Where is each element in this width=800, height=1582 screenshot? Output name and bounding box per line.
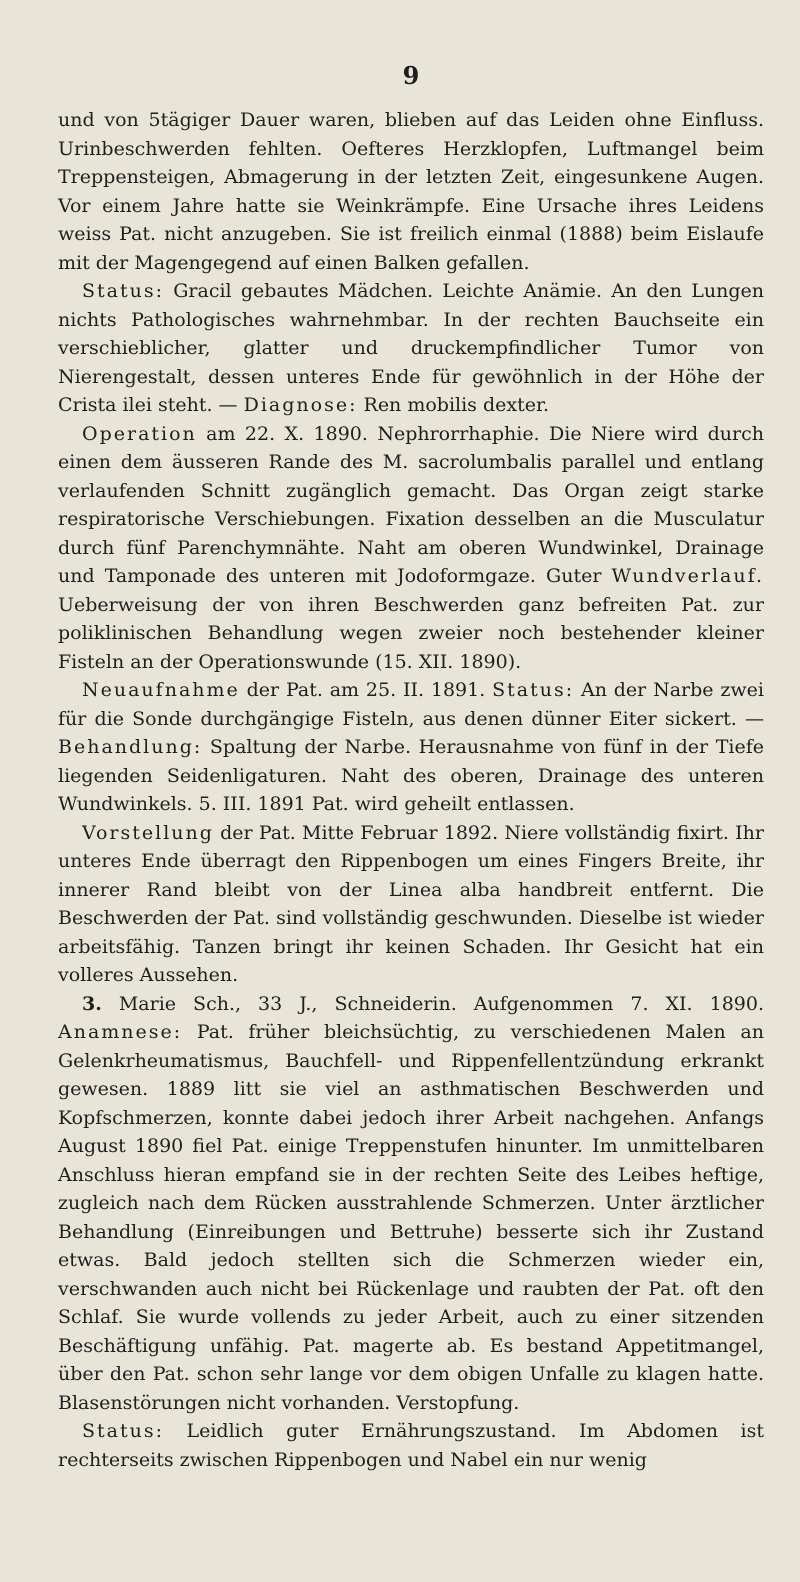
- section-heading-status: Status:: [82, 1420, 165, 1442]
- paragraph-neuaufnahme: [58, 676, 764, 819]
- text-run: Pat. früher bleichsüchtig, zu verschiedenen Malen an Gelenkrheumatismus, Bauchfell- und Rippenfellentzündung erkrankt gewesen. 1889 litt sie viel an asthmatischen Beschwerden und Kopfschmerzen, konnte dabei jedoch ihrer Arbeit nachgehen. Anfangs August 1890 fiel Pat. einige Treppenstufen hinunter. Im unmittelbaren Anschluss hieran empfand sie in der rechten Seite des Leibes heftige, zugleich nach dem Rücken ausstrahlende Schmerzen. Unter ärztlicher Behandlung (Einreibungen und Bettruhe) besserte sich ihr Zustand etwas. Bald jedoch stellten sich die Schmerzen wieder ein, verschwanden auch nicht bei Rückenlage und raubten der Pat. oft den Schlaf. Sie wurde vollends zu jeder Arbeit, auch zu einer sitzenden Beschäftigung unfähig. Pat. magerte ab. Es bestand Appetitmangel, über den Pat. schon sehr lange vor dem obigen Unfalle zu klagen hatte. Blasenstörungen nicht vorhanden. Verstopfung.: [58, 1021, 764, 1414]
- text-run: Marie Sch., 33 J., Schneiderin. Aufgenommen 7. XI. 1890.: [101, 992, 764, 1015]
- text-run: und von 5tägiger Dauer waren, blieben auf das Leiden ohne Einfluss. Urinbeschwerden fehlten. Oefteres Herzklopfen, Luftmangel beim Treppensteigen, Abmagerung in der letzten Zeit, eingesunkene Augen. Vor einem Jahre hatte sie Weinkrämpfe. Eine Ursache ihres Leidens weiss Pat. nicht anzugeben. Sie ist freilich einmal (1888) beim Eislaufe mit der Magengegend auf einen Balken gefallen.: [58, 109, 764, 274]
- section-heading-diagnose: Diagnose:: [243, 394, 358, 416]
- section-heading-behandlung: Behandlung:: [58, 736, 203, 758]
- section-heading-vorstellung: Vorstellung: [82, 821, 214, 844]
- paragraph-status-2: [58, 1417, 764, 1474]
- text-run: Spaltung der Narbe. Herausnahme von fünf in der Tiefe liegenden Seidenligaturen. Naht des oberen, Drainage des unteren Wundwinkels. 5. III. 1891 Pat. wird geheilt entlassen.: [58, 736, 764, 815]
- section-heading-neuaufnahme: Neuaufnahme: [82, 679, 240, 701]
- case-number: 3.: [82, 992, 102, 1015]
- text-run: der Pat. am 25. II. 1891.: [239, 679, 493, 701]
- paragraph-operation: [58, 420, 764, 677]
- body-text: [58, 106, 764, 1474]
- text-run: Ueberweisung der von ihren Beschwerden ganz befreiten Pat. zur poliklinischen Behandlung wegen zweier noch bestehender kleiner Fisteln an der Operationswunde (15. XII. 1890).: [58, 593, 764, 673]
- text-run: der Pat. Mitte Februar 1892. Niere vollständig fixirt. Ihr unteres Ende überragt den Rippenbogen um eines Fingers Breite, ihr innerer Rand bleibt von der Linea alba handbreit entfernt. Die Beschwerden der Pat. sind vollständig geschwunden. Dieselbe ist wieder arbeitsfähig. Tanzen bringt ihr keinen Schaden. Ihr Gesicht hat ein volleres Aussehen.: [58, 821, 764, 986]
- section-heading-operation: Operation: [82, 422, 197, 445]
- paragraph-1: [58, 106, 764, 277]
- text-run: Leidlich guter Ernährungszustand. Im Abdomen ist rechterseits zwischen Rippenbogen und Nabel ein nur wenig: [58, 1420, 764, 1471]
- section-heading-status: Status:: [82, 280, 165, 302]
- text-run: Gracil gebautes Mädchen. Leichte Anämie. An den Lungen nichts Pathologisches wahrnehmbar. In der rechten Bauchseite ein verschieblicher, glatter und druckempfindlicher Tumor von Nierengestalt, dessen unteres Ende für gewöhnlich in der Höhe der Crista ilei steht. —: [58, 280, 764, 416]
- section-heading-status: Status:: [492, 679, 575, 701]
- section-heading-anamnese: Anamnese:: [58, 1021, 183, 1043]
- section-heading-wundverlauf: Wundverlauf.: [611, 565, 764, 587]
- paragraph-case-3: [58, 990, 764, 1418]
- paragraph-status: [58, 277, 764, 420]
- text-run: am 22. X. 1890. Nephrorrhaphie. Die Niere wird durch einen dem äusseren Rande des M. sacrolumbalis parallel und entlang verlaufenden Schnitt zugänglich gemacht. Das Organ zeigt starke respiratorische Verschiebungen. Fixation desselben an die Musculatur durch fünf Parenchymnähte. Naht am oberen Wundwinkel, Drainage und Tamponade des unteren mit Jodoformgaze. Guter: [58, 422, 764, 587]
- page-number: 9: [402, 61, 420, 90]
- paragraph-vorstellung: [58, 819, 764, 990]
- text-run: Ren mobilis dexter.: [357, 394, 550, 416]
- text-run: An der Narbe zwei für die Sonde durchgängige Fisteln, aus denen dünner Eiter sickert. —: [58, 679, 764, 730]
